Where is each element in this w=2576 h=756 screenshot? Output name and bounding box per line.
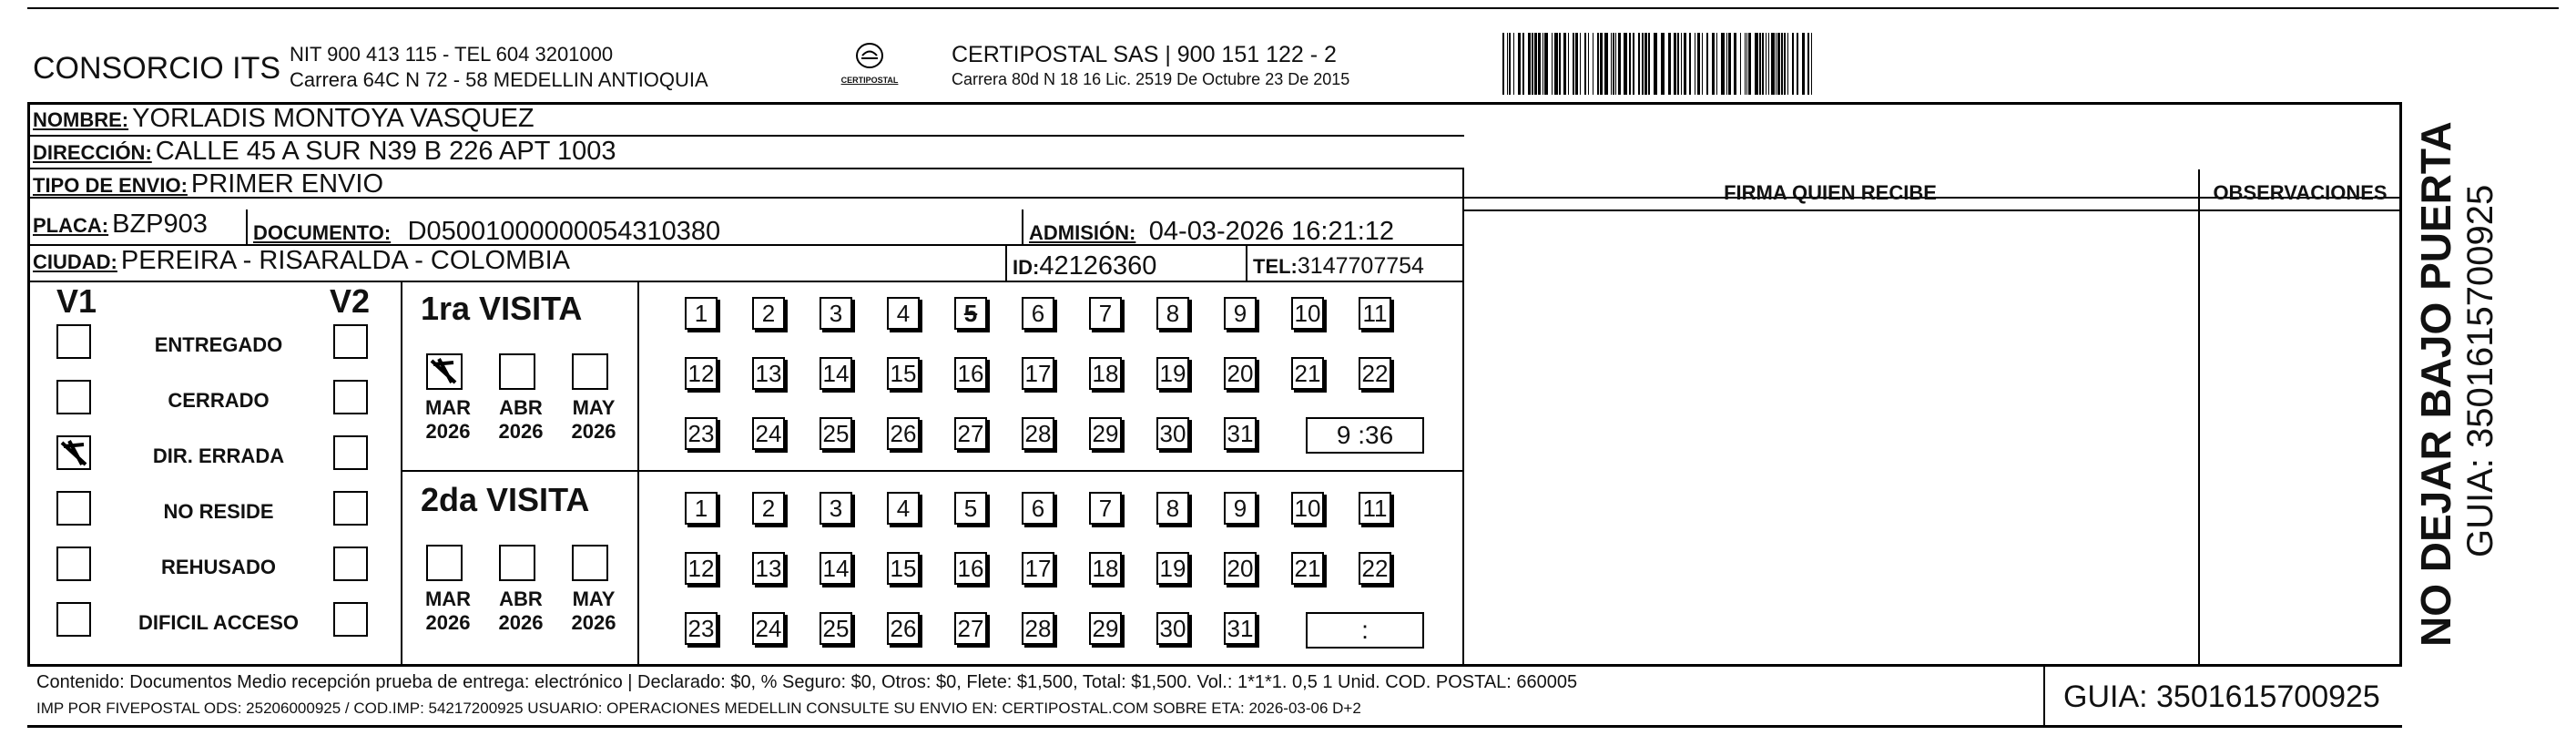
section-divider <box>637 282 639 665</box>
ciudad-value: PEREIRA - RISARALDA - COLOMBIA <box>120 246 571 275</box>
v1-checkbox[interactable] <box>56 380 91 414</box>
visit1-day[interactable]: 6 <box>1022 297 1054 330</box>
footer-divider <box>2043 665 2045 727</box>
visit1-day[interactable]: 3 <box>820 297 852 330</box>
visit1-day[interactable]: 27 <box>954 417 987 450</box>
visit1-day[interactable]: 31 <box>1224 417 1257 450</box>
placa-value: BZP903 <box>112 209 208 239</box>
documento-label: DOCUMENTO: <box>253 221 392 244</box>
visit2-title: 2da VISITA <box>421 481 590 518</box>
visit2-day[interactable]: 1 <box>685 492 718 525</box>
tipo-label: TIPO DE ENVIO: <box>33 174 188 197</box>
visit2-month-name: ABR <box>499 587 543 610</box>
visit2-month-name: MAY <box>572 587 616 610</box>
visit1-month-checkbox[interactable] <box>426 353 463 390</box>
logo-text: CERTIPOSTAL <box>840 76 899 85</box>
visit1-day[interactable]: 8 <box>1156 297 1189 330</box>
visit2-day[interactable]: 29 <box>1089 612 1122 645</box>
visit1-day[interactable]: 26 <box>887 417 920 450</box>
id-value: 42126360 <box>1039 251 1157 281</box>
ciudad-label: CIUDAD: <box>33 250 117 273</box>
status-label: DIFICIL ACCESO <box>137 611 299 634</box>
visit2-day[interactable]: 25 <box>820 612 852 645</box>
visit2-month-year: 2026 <box>425 611 471 634</box>
visit2-day[interactable]: 13 <box>752 552 785 585</box>
nombre-value: YORLADIS MONTOYA VASQUEZ <box>132 104 535 133</box>
footer-line2: IMP POR FIVEPOSTAL ODS: 25206000925 / COD.IMP: 54217200925 USUARIO: OPERACIONES MEDELLIN CONSULTE SU ENVIO EN: CERTIPOSTAL.COM SOBRE ETA: 2026-03-06 D+2 <box>36 700 1361 717</box>
column-divider <box>2198 169 2200 665</box>
visit2-day[interactable]: 16 <box>954 552 987 585</box>
visit2-day[interactable]: 27 <box>954 612 987 645</box>
visit1-day[interactable]: 15 <box>887 357 920 390</box>
firma-header: FIRMA QUIEN RECIBE <box>1724 181 1937 204</box>
visit2-day[interactable]: 4 <box>887 492 920 525</box>
id-label: ID: <box>1013 256 1040 279</box>
visit1-day[interactable]: 16 <box>954 357 987 390</box>
visit2-day[interactable]: 6 <box>1022 492 1054 525</box>
visit2-day[interactable]: 22 <box>1359 552 1391 585</box>
visit2-day[interactable]: 31 <box>1224 612 1257 645</box>
v1-checkbox[interactable] <box>56 602 91 637</box>
visit1-title: 1ra VISITA <box>421 290 583 327</box>
v2-checkbox[interactable] <box>333 547 368 581</box>
visit1-month-checkbox[interactable] <box>499 353 535 390</box>
visit2-day[interactable]: 14 <box>820 552 852 585</box>
visit1-day[interactable]: 30 <box>1156 417 1189 450</box>
section-divider <box>401 282 402 665</box>
status-label: ENTREGADO <box>154 333 283 356</box>
divider <box>1246 246 1247 282</box>
certipostal-logo <box>833 40 906 85</box>
certipostal-info <box>952 42 1349 89</box>
certipostal-logo-icon <box>851 40 888 71</box>
documento-value: D05001000000054310380 <box>407 217 721 246</box>
visit2-day[interactable]: 9 <box>1224 492 1257 525</box>
visit2-day[interactable]: 30 <box>1156 612 1189 645</box>
visit1-day[interactable]: 10 <box>1291 297 1324 330</box>
visit2-day[interactable]: 8 <box>1156 492 1189 525</box>
visit2-month-checkbox[interactable] <box>426 545 463 581</box>
barcode-bar <box>1812 33 1816 95</box>
v1-checkbox[interactable] <box>56 547 91 581</box>
admision-field <box>1029 217 1394 247</box>
visit1-day[interactable]: 22 <box>1359 357 1391 390</box>
visit2-day[interactable]: 3 <box>820 492 852 525</box>
visit1-day[interactable]: 11 <box>1359 297 1391 330</box>
visit1-day[interactable]: 5 <box>954 297 987 330</box>
direccion-row <box>27 137 1464 169</box>
certipostal-line: CERTIPOSTAL SAS | 900 151 122 - 2 <box>952 42 1337 67</box>
visit2-month-checkbox[interactable] <box>572 545 608 581</box>
visit1-day[interactable]: 1 <box>685 297 718 330</box>
tipo-value: PRIMER ENVIO <box>190 169 384 199</box>
divider <box>1005 246 1007 282</box>
bottom-rule <box>27 725 2402 728</box>
visit2-day[interactable]: 24 <box>752 612 785 645</box>
v1-checkbox[interactable] <box>56 435 91 470</box>
ciudad-row <box>27 246 1464 282</box>
visit2-month-checkbox[interactable] <box>499 545 535 581</box>
visit2-day[interactable]: 19 <box>1156 552 1189 585</box>
visit2-day[interactable]: 2 <box>752 492 785 525</box>
visit2-month-year: 2026 <box>498 611 544 634</box>
visit2-day[interactable]: 26 <box>887 612 920 645</box>
v2-checkbox[interactable] <box>333 602 368 637</box>
divider <box>1022 209 1023 246</box>
divider <box>246 209 248 246</box>
visit1-month-name: MAR <box>424 396 472 419</box>
footer-divider <box>27 665 2402 667</box>
visit1-day[interactable]: 25 <box>820 417 852 450</box>
visit2-day[interactable]: 20 <box>1224 552 1257 585</box>
admision-label: ADMISIÓN: <box>1029 221 1136 244</box>
visit1-month-name: ABR <box>499 396 543 419</box>
no-dejar-warning: NO DEJAR BAJO PUERTA <box>2412 121 2459 647</box>
visit2-day[interactable]: 12 <box>685 552 718 585</box>
company-name: CONSORCIO ITS <box>33 51 281 86</box>
visit2-day[interactable]: 11 <box>1359 492 1391 525</box>
header-underline <box>1462 209 2402 211</box>
top-rule <box>27 7 2559 9</box>
visit2-day[interactable]: 10 <box>1291 492 1324 525</box>
status-label: DIR. ERRADA <box>152 444 285 467</box>
visit2-day[interactable]: 23 <box>685 612 718 645</box>
visit1-day[interactable]: 2 <box>752 297 785 330</box>
v1-checkbox[interactable] <box>56 324 91 359</box>
status-label: CERRADO <box>168 389 270 412</box>
company-nit-tel: NIT 900 413 115 - TEL 604 3201000 <box>290 43 614 66</box>
visit2-day[interactable]: 5 <box>954 492 987 525</box>
nombre-row <box>27 104 1464 137</box>
visit1-month-checkbox[interactable] <box>572 353 608 390</box>
tel-field <box>1253 253 1424 280</box>
visit1-day[interactable]: 19 <box>1156 357 1189 390</box>
company-address: Carrera 64C N 72 - 58 MEDELLIN ANTIOQUIA <box>290 68 708 91</box>
visit1-day[interactable]: 4 <box>887 297 920 330</box>
tel-value: 3147707754 <box>1297 253 1424 279</box>
footer-line1: Contenido: Documentos Medio recepción prueba de entrega: electrónico | Declarado: $0, % Seguro: $0, Otros: $0, Flete: $1,500, Total: $1,500. Vol.: 1*1*1. 0,5 1 Unid. COD. POSTAL: 660005 <box>36 672 1578 692</box>
visit-divider <box>401 470 1464 472</box>
guia-vertical: GUIA: 3501615700925 <box>2460 184 2500 557</box>
visit1-month-year: 2026 <box>571 420 616 443</box>
v2-checkbox[interactable] <box>333 380 368 414</box>
visit2-time[interactable]: : <box>1306 612 1424 649</box>
visit1-day[interactable]: 17 <box>1022 357 1054 390</box>
direccion-value: CALLE 45 A SUR N39 B 226 APT 1003 <box>155 137 616 166</box>
footer-guia: GUIA: 3501615700925 <box>2063 679 2380 714</box>
v2-label: V2 <box>330 282 371 320</box>
visit2-day[interactable]: 7 <box>1089 492 1122 525</box>
admision-value: 04-03-2026 16:21:12 <box>1148 217 1395 246</box>
nombre-label: NOMBRE: <box>33 108 129 131</box>
visit1-month-name: MAY <box>572 396 616 419</box>
status-label: REHUSADO <box>161 556 276 578</box>
visit1-day[interactable]: 7 <box>1089 297 1122 330</box>
v1-label: V1 <box>56 282 97 320</box>
v2-checkbox[interactable] <box>333 435 368 470</box>
v2-checkbox[interactable] <box>333 491 368 526</box>
visit1-day[interactable]: 18 <box>1089 357 1122 390</box>
tel-label: TEL: <box>1253 255 1298 278</box>
visit1-day[interactable]: 20 <box>1224 357 1257 390</box>
certipostal-address: Carrera 80d N 18 16 Lic. 2519 De Octubre 23 De 2015 <box>952 70 1350 88</box>
visit1-day[interactable]: 21 <box>1291 357 1324 390</box>
status-label: NO RESIDE <box>163 500 274 523</box>
visit2-day[interactable]: 18 <box>1089 552 1122 585</box>
company-info <box>290 42 708 93</box>
visit1-day[interactable]: 28 <box>1022 417 1054 450</box>
visit1-day[interactable]: 29 <box>1089 417 1122 450</box>
barcode <box>1502 33 2222 95</box>
visit2-day[interactable]: 17 <box>1022 552 1054 585</box>
id-field <box>1013 251 1156 281</box>
v1-checkbox[interactable] <box>56 491 91 526</box>
visit1-month-year: 2026 <box>425 420 471 443</box>
visit1-day[interactable]: 14 <box>820 357 852 390</box>
visit2-day[interactable]: 15 <box>887 552 920 585</box>
visit1-month-year: 2026 <box>498 420 544 443</box>
placa-label: PLACA: <box>33 214 109 237</box>
documento-field <box>253 217 720 247</box>
visit1-day[interactable]: 23 <box>685 417 718 450</box>
visit2-day[interactable]: 21 <box>1291 552 1324 585</box>
visit1-day[interactable]: 12 <box>685 357 718 390</box>
direccion-label: DIRECCIÓN: <box>33 141 152 164</box>
visit1-day[interactable]: 13 <box>752 357 785 390</box>
observaciones-header: OBSERVACIONES <box>2213 181 2388 204</box>
visit2-month-year: 2026 <box>571 611 616 634</box>
visit2-month-name: MAR <box>424 587 472 610</box>
visit1-time[interactable]: 9 :36 <box>1306 417 1424 454</box>
column-divider <box>1462 169 1464 665</box>
visit1-day[interactable]: 9 <box>1224 297 1257 330</box>
visit2-day[interactable]: 28 <box>1022 612 1054 645</box>
v2-checkbox[interactable] <box>333 324 368 359</box>
visit1-day[interactable]: 24 <box>752 417 785 450</box>
